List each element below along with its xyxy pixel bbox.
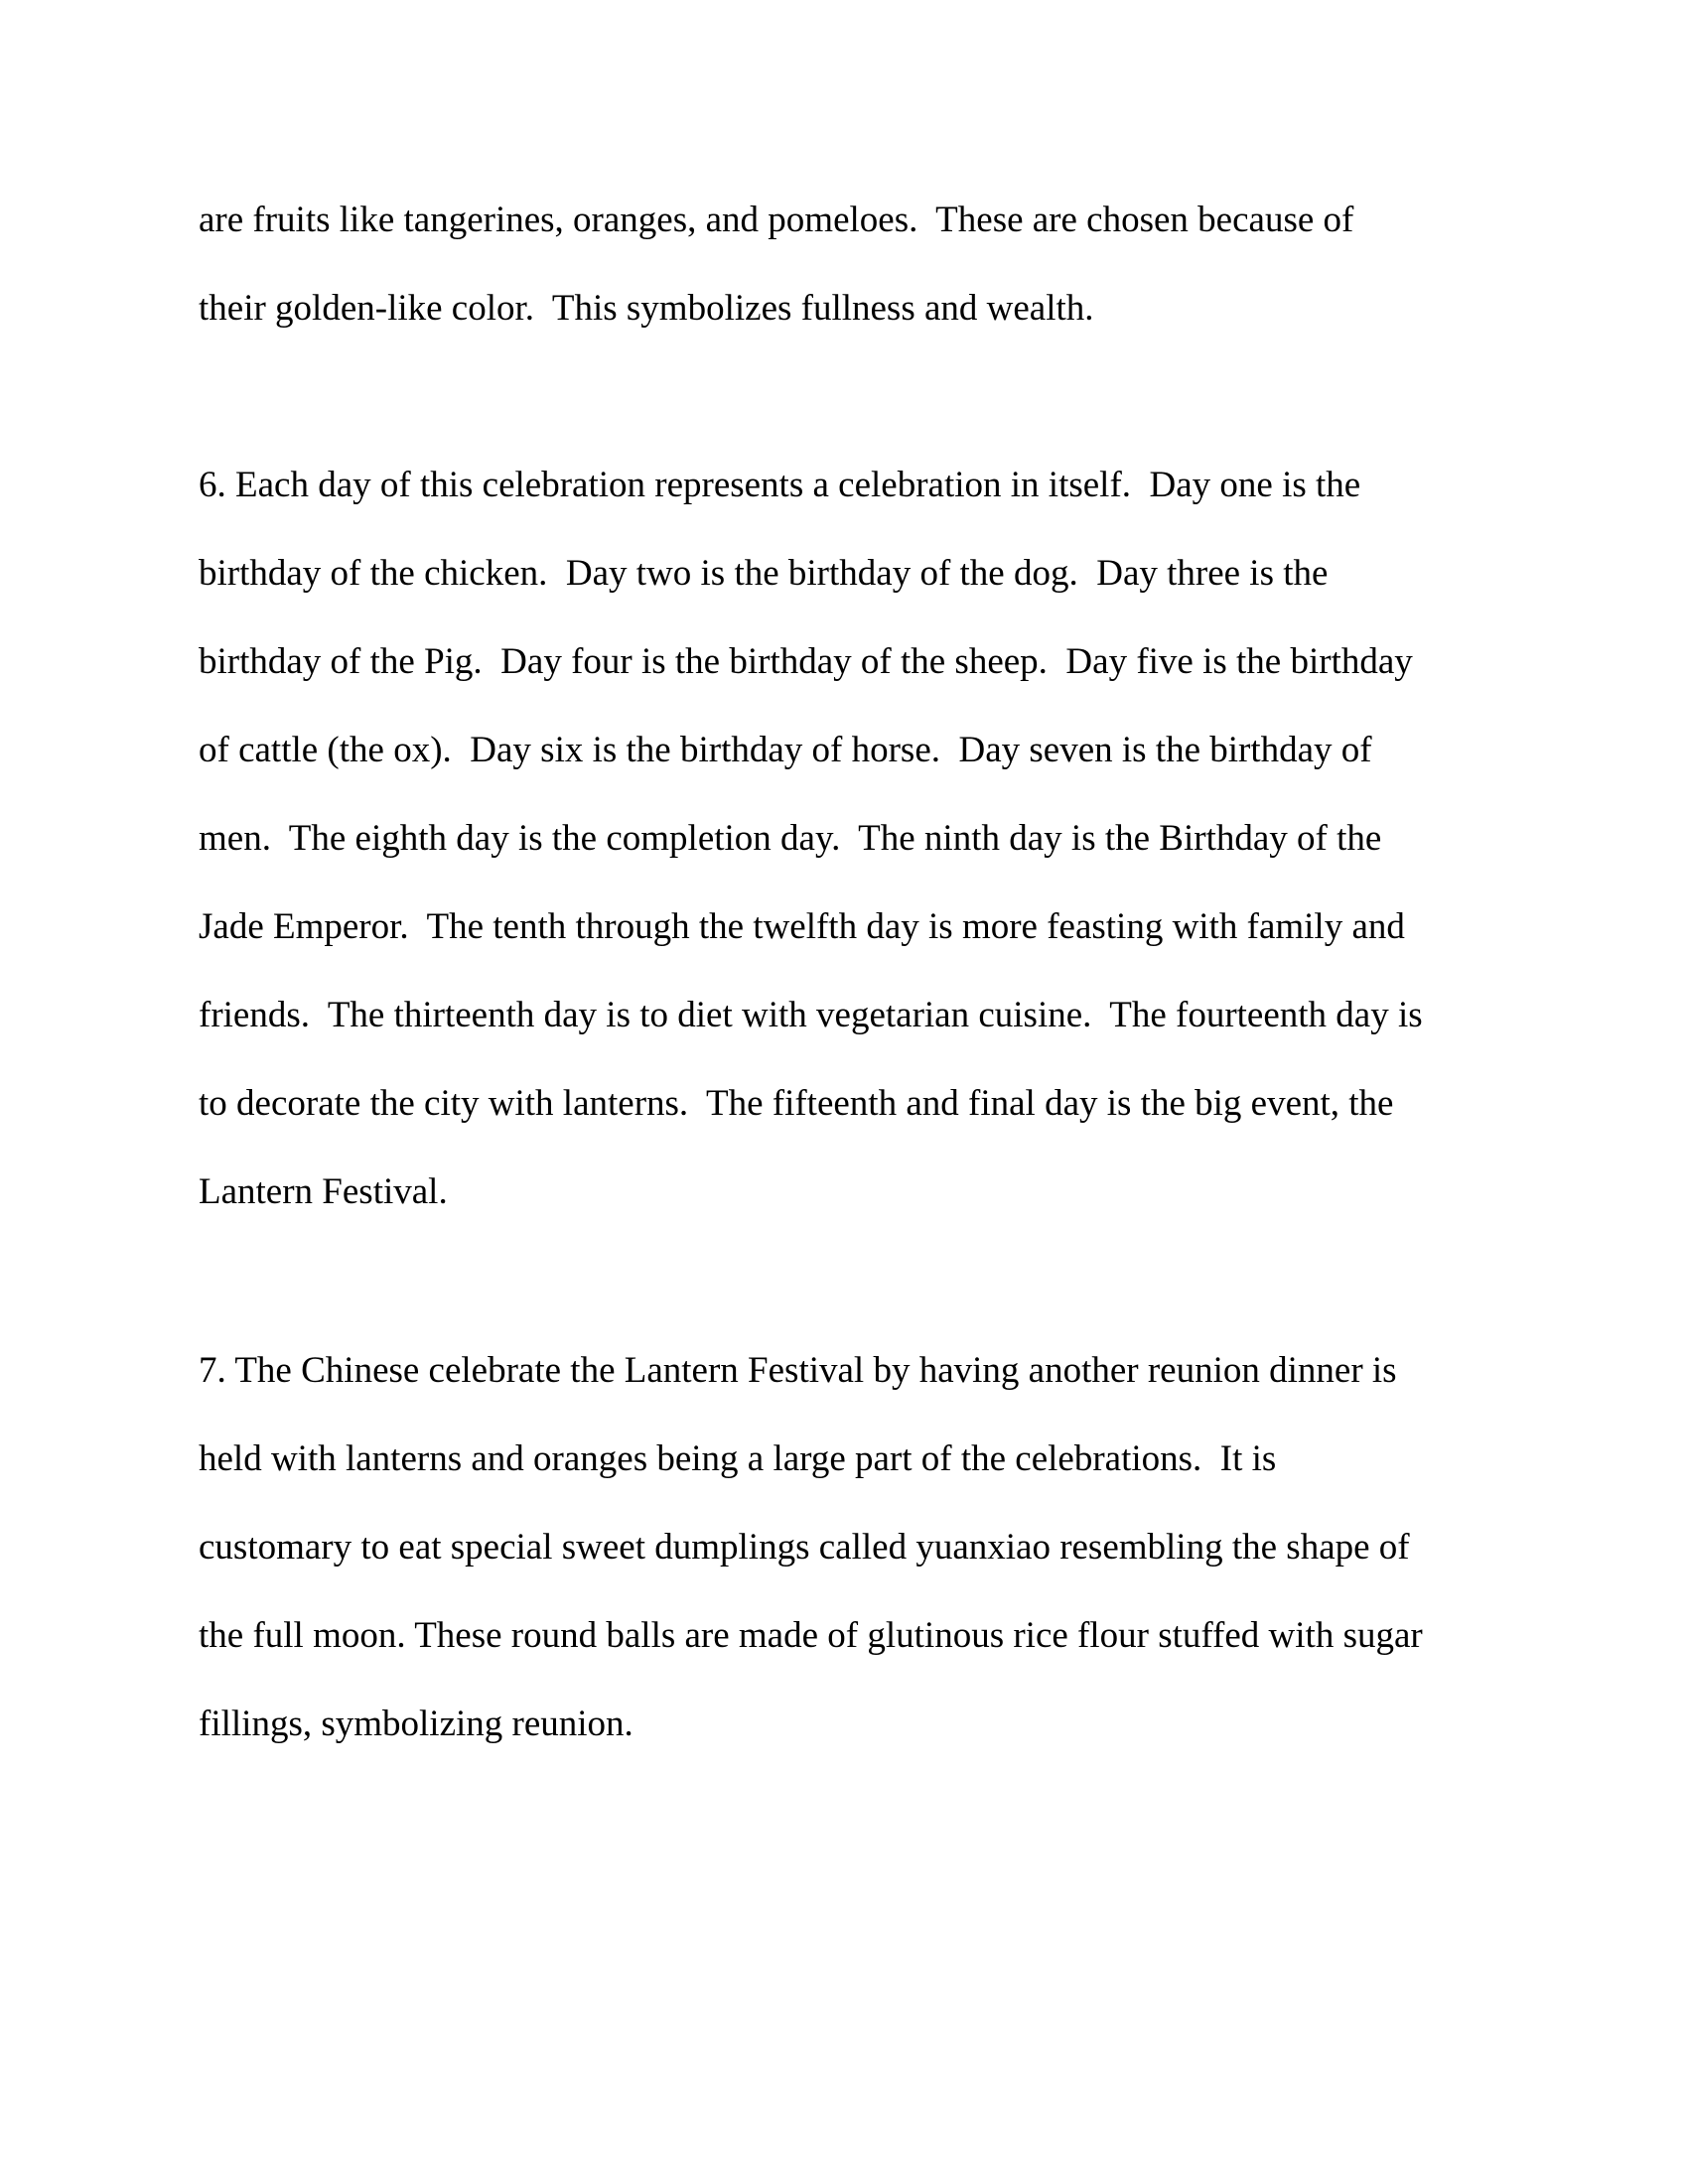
- text-line: 6. Each day of this celebration represents a celebration in itself. Day one is the: [199, 465, 1361, 505]
- text-line: of cattle (the ox). Day six is the birthday of horse. Day seven is the birthday of: [199, 730, 1372, 770]
- text-line: friends. The thirteenth day is to diet with vegetarian cuisine. The fourteenth day is: [199, 995, 1423, 1035]
- text-line: 7. The Chinese celebrate the Lantern Festival by having another reunion dinner is: [199, 1350, 1397, 1391]
- text-line: men. The eighth day is the completion day. The ninth day is the Birthday of the: [199, 818, 1382, 859]
- paragraph-fruits: [199, 176, 1509, 352]
- text-line: birthday of the Pig. Day four is the birthday of the sheep. Day five is the birthday: [199, 641, 1413, 682]
- text-line: to decorate the city with lanterns. The fifteenth and final day is the big event, the: [199, 1083, 1394, 1124]
- text-line: their golden-like color. This symbolizes fullness and wealth.: [199, 288, 1094, 329]
- text-line: Jade Emperor. The tenth through the twelfth day is more feasting with family and: [199, 906, 1405, 947]
- text-line: birthday of the chicken. Day two is the birthday of the dog. Day three is the: [199, 553, 1329, 594]
- text-line: customary to eat special sweet dumplings called yuanxiao resembling the shape of: [199, 1527, 1410, 1568]
- text-line: Lantern Festival.: [199, 1171, 448, 1212]
- text-line: the full moon. These round balls are made of glutinous rice flour stuffed with sugar: [199, 1615, 1423, 1656]
- text-line: are fruits like tangerines, oranges, and pomeloes. These are chosen because of: [199, 200, 1354, 240]
- text-line: held with lanterns and oranges being a large part of the celebrations. It is: [199, 1438, 1277, 1479]
- text-line: fillings, symbolizing reunion.: [199, 1704, 633, 1744]
- paragraph-item-7: [199, 1326, 1509, 1768]
- paragraph-item-6: [199, 441, 1509, 1236]
